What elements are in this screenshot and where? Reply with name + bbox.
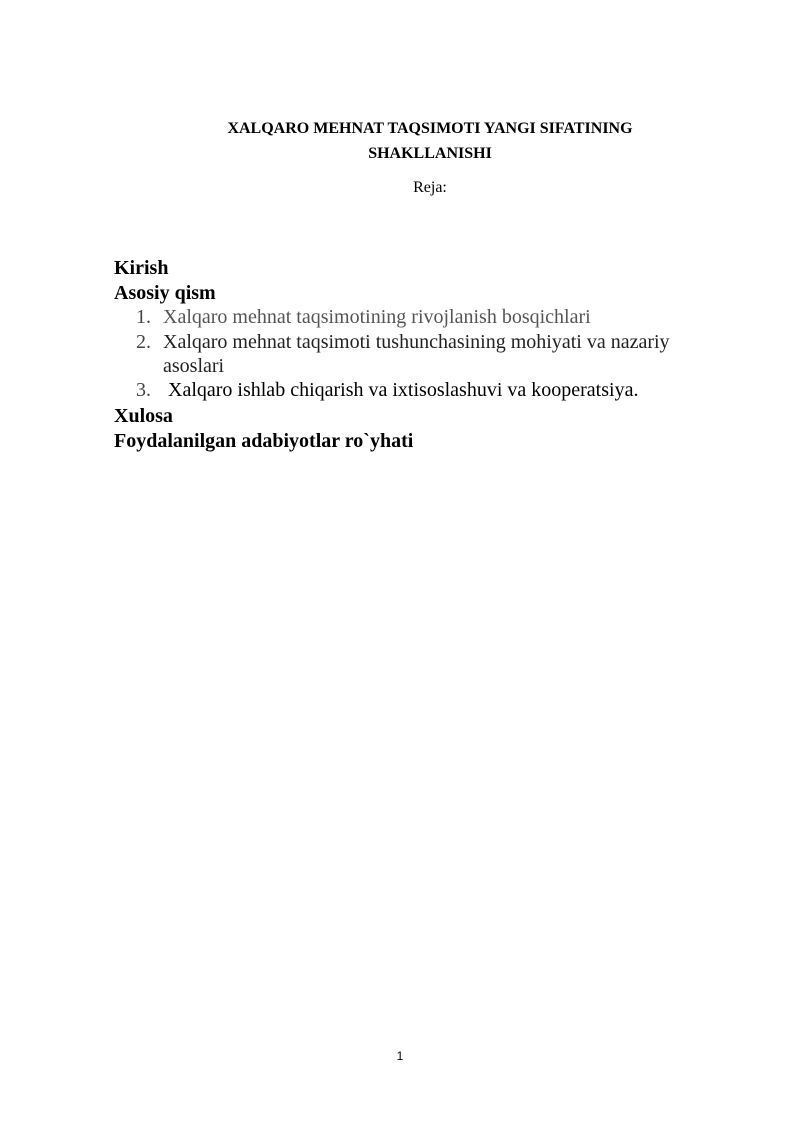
heading-references: Foydalanilgan adabiyotlar ro`yhati [114,430,414,452]
heading-introduction: Kirish [114,257,169,279]
heading-conclusion: Xulosa [114,405,173,427]
list-item-text: Xalqaro mehnat taqsimotining rivojlanish bosqichlari [163,306,591,328]
heading-main-part: Asosiy qism [114,282,216,304]
document-title-line-2: SHAKLLANISHI [368,145,492,162]
page-number: 1 [396,1049,404,1063]
list-item-number: 3. [136,379,151,401]
list-item-text: Xalqaro ishlab chiqarish va ixtisoslashuvi va kooperatsiya. [168,379,639,401]
list-item-text: Xalqaro mehnat taqsimoti tushunchasining mohiyati va nazariy asoslari [163,331,670,377]
list-item-number: 1. [136,306,151,328]
list-item-number: 2. [136,331,151,353]
plan-label: Reja: [413,179,447,196]
document-title-line-1: XALQARO MEHNAT TAQSIMOTI YANGI SIFATINING [227,120,633,137]
